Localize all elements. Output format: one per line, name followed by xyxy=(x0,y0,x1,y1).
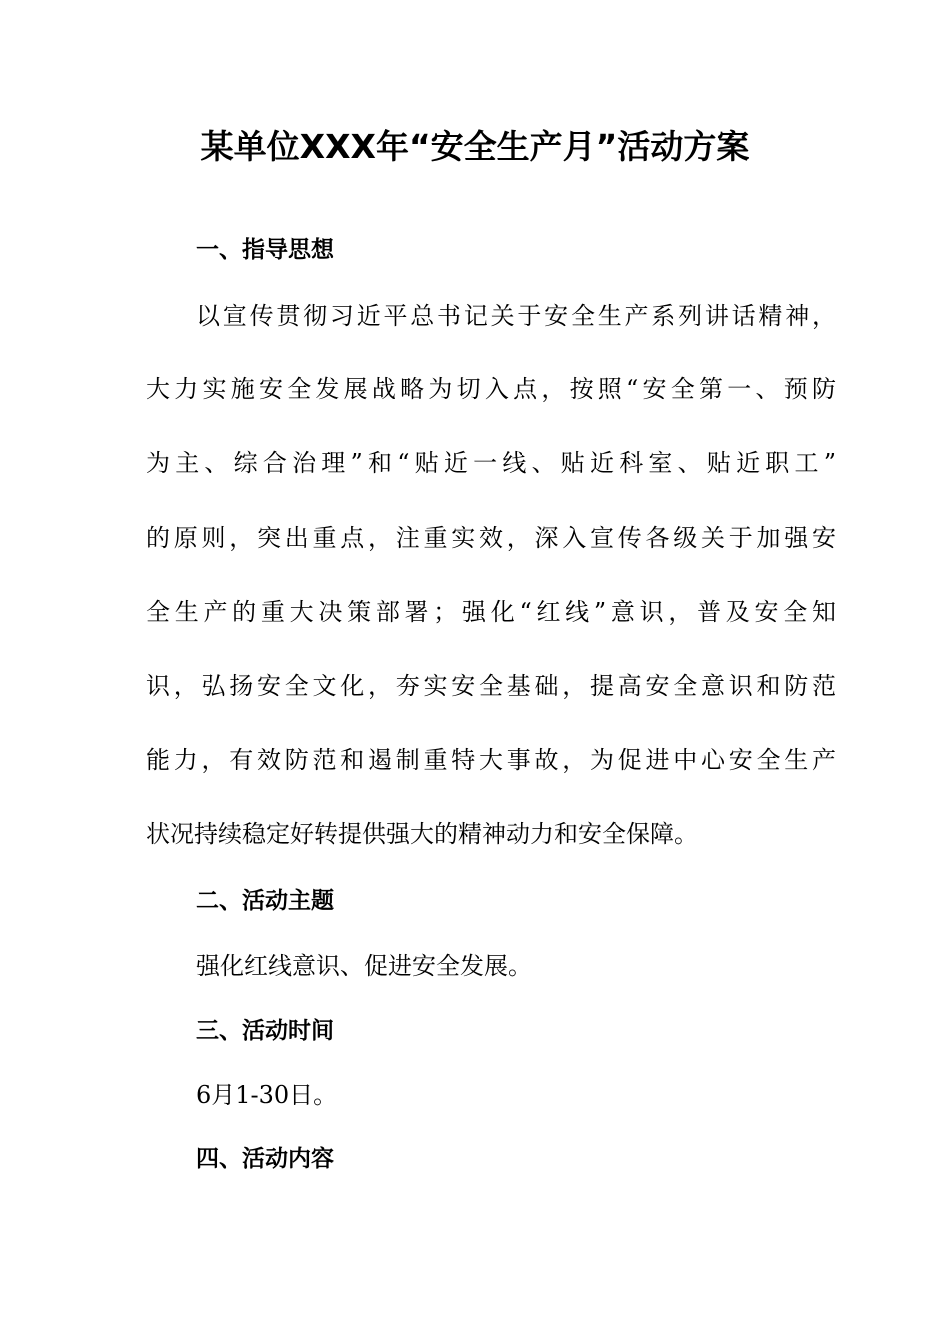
section-heading-guiding-ideology: 一、指导思想 xyxy=(196,237,334,263)
paragraph-line: 识，弘扬安全文化，夯实安全基础，提高安全意识和防范 xyxy=(146,672,836,700)
paragraph-line: 状况持续稳定好转提供强大的精神动力和安全保障。 xyxy=(146,820,698,848)
section-heading-activity-theme: 二、活动主题 xyxy=(196,888,334,914)
paragraph-line: 以宣传贯彻习近平总书记关于安全生产系列讲话精神， xyxy=(196,302,836,330)
section-heading-activity-time: 三、活动时间 xyxy=(196,1018,334,1044)
paragraph-line: 的原则，突出重点，注重实效，深入宣传各级关于加强安 xyxy=(146,524,836,552)
activity-theme-text: 强化红线意识、促进安全发展。 xyxy=(196,952,532,980)
section-heading-activity-content: 四、活动内容 xyxy=(196,1146,334,1172)
document-title: 某单位XXX年“安全生产月”活动方案 xyxy=(200,127,750,166)
paragraph-line: 大力实施安全发展战略为切入点，按照“安全第一、预防 xyxy=(146,375,836,403)
paragraph-line: 为主、综合治理”和“贴近一线、贴近科室、贴近职工” xyxy=(146,449,836,477)
activity-time-text: 6月1-30日。 xyxy=(196,1081,338,1109)
paragraph-line: 能力，有效防范和遏制重特大事故，为促进中心安全生产 xyxy=(146,746,836,774)
paragraph-line: 全生产的重大决策部署；强化“红线”意识，普及安全知 xyxy=(146,598,836,626)
